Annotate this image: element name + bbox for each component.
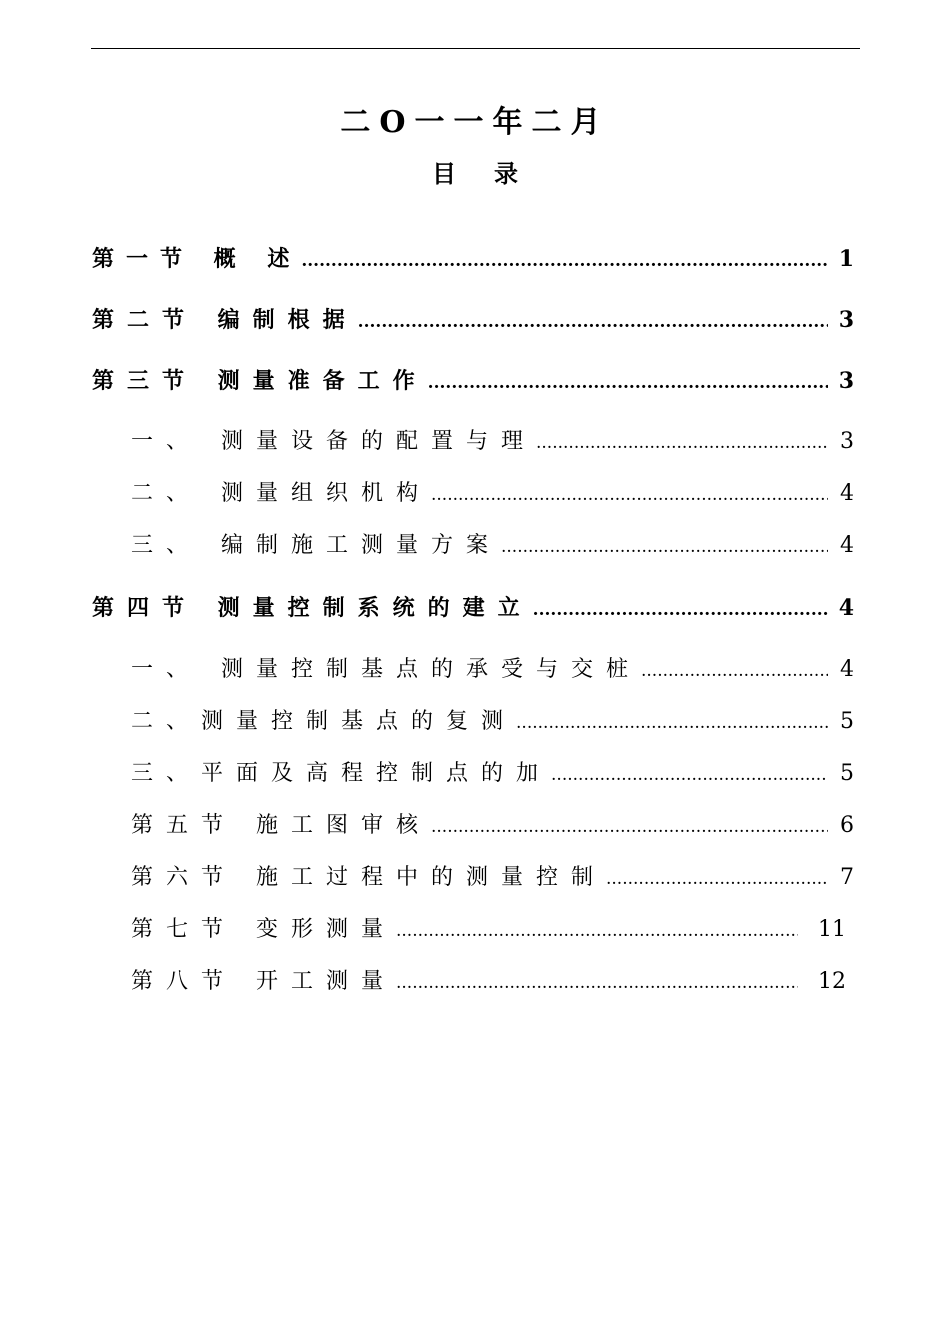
toc-entry-label: 一、 测量设备的配置与理: [131, 429, 536, 454]
toc-entry[interactable]: [131, 757, 854, 791]
toc-dot-leader: [396, 966, 798, 1000]
toc-entry-page: 12: [818, 969, 846, 994]
toc-dot-leader: [396, 914, 798, 948]
toc-entry-label: 第六节 施工过程中的测量控制: [131, 865, 606, 890]
toc-entry[interactable]: [131, 913, 846, 947]
toc-entry[interactable]: [131, 653, 854, 687]
toc-dot-leader: [551, 758, 828, 792]
toc-dot-leader: [431, 478, 828, 512]
toc-entry[interactable]: [131, 425, 854, 459]
toc-entry-page: 4: [840, 481, 854, 506]
toc-dot-leader: [501, 530, 828, 564]
toc-dot-leader: [431, 810, 828, 844]
toc-entry-label: 一、 测量控制基点的承受与交桩: [131, 657, 641, 682]
toc-entry-page: 6: [840, 813, 854, 838]
toc-entry[interactable]: [92, 303, 854, 337]
toc-dot-leader: [516, 706, 828, 740]
toc-entry-label: 三、 编制施工测量方案: [131, 533, 501, 558]
toc-entry-label: 第一节 概 述: [92, 246, 302, 272]
toc-dot-leader: [301, 244, 828, 278]
toc-entry[interactable]: [92, 242, 854, 276]
toc-entry-page: 4: [840, 533, 854, 558]
toc-entry[interactable]: [131, 861, 854, 895]
toc-entry-page: 3: [840, 429, 854, 454]
toc-dot-leader: [533, 593, 828, 627]
toc-entry-label: 第三节 测量准备工作: [92, 368, 428, 394]
toc-entry-label: 二、 测量组织机构: [131, 481, 431, 506]
toc-entry[interactable]: [131, 705, 854, 739]
toc-entry-page: 5: [840, 761, 854, 786]
toc-entry[interactable]: [131, 809, 854, 843]
toc-entry-label: 三、平面及高程控制点的加: [131, 761, 552, 786]
toc-dot-leader: [641, 654, 828, 688]
toc-entry-label: 二、测量控制基点的复测: [131, 709, 517, 734]
toc-heading: 目录: [432, 159, 556, 188]
toc-entry-page: 4: [840, 657, 854, 682]
toc-entry-page: 4: [838, 595, 854, 621]
toc-entry-page: 11: [818, 917, 846, 942]
toc-dot-leader: [606, 862, 828, 896]
toc-entry-page: 3: [838, 307, 854, 333]
toc-entry-label: 第八节 开工测量: [131, 969, 396, 994]
toc-entry[interactable]: [92, 364, 854, 398]
toc-dot-leader: [428, 366, 828, 400]
toc-entry-page: 7: [840, 865, 854, 890]
toc-entry[interactable]: [92, 591, 854, 625]
document-date: 二O一一年二月: [340, 105, 610, 140]
toc-entry-page: 1: [838, 246, 854, 272]
toc-dot-leader: [536, 426, 828, 460]
toc-entry-page: 3: [838, 368, 854, 394]
toc-entry-label: 第四节 测量控制系统的建立: [92, 595, 533, 621]
toc-entry[interactable]: [131, 965, 846, 999]
toc-dot-leader: [358, 305, 828, 339]
toc-entry-label: 第七节 变形测量: [131, 917, 396, 942]
toc-entry-label: 第二节 编制根据: [92, 307, 358, 333]
toc-entry[interactable]: [131, 477, 854, 511]
toc-entry-label: 第五节 施工图审核: [131, 813, 431, 838]
toc-entry[interactable]: [131, 529, 854, 563]
toc-entry-page: 5: [840, 709, 854, 734]
